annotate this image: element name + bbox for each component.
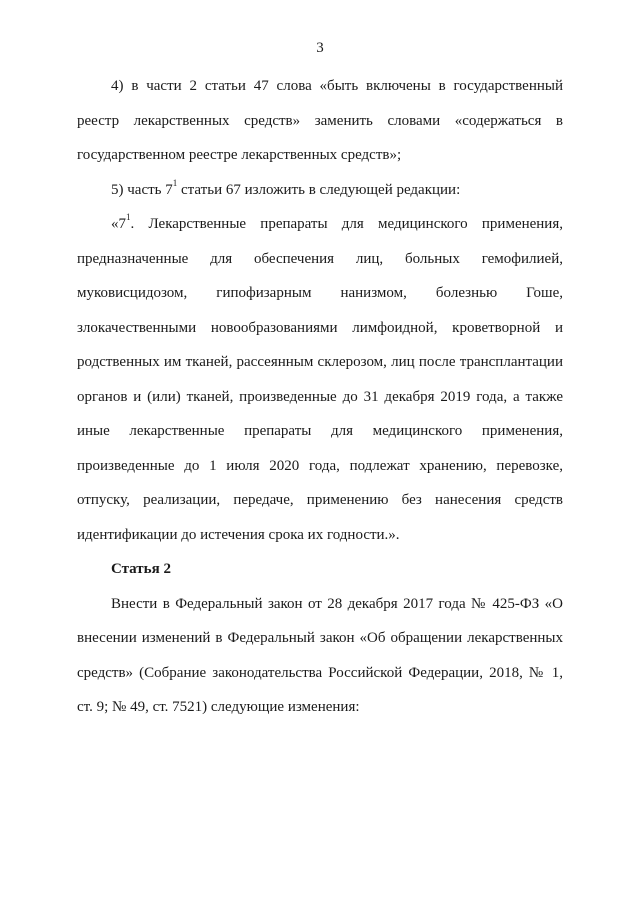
paragraph-article-2: Внести в Федеральный закон от 28 декабря 2017 года № 425-ФЗ «О внесении изменений в Федеральный закон «Об обращении лекарственных средств» (Собрание законодательства Российской Федерации, 2018, № 1, ст. 9; № 49, ст. 7521) следующие изменения:: [77, 595, 563, 715]
paragraph-item-5: [77, 173, 563, 208]
quote-body: . Лекарственные препараты для медицинского применения, предназначенные для обеспечения лиц, больных гемофилией, муковисцидозом, гипофизарным нанизмом, болезнью Гоше, злокачественными новообразованиями лимфоидной, кроветворной и родственных им тканей, рассеянным склерозом, лиц после трансплантации органов и (или) тканей, произведенные до 31 декабря 2019 года, а также иные лекарственные препараты для медицинского применения, произведенные до 1 июля 2020 года, подлежат хранению, перевозке, отпуску, реализации, передаче, применению без нанесения средств идентификации до истечения срока их годности.».: [77, 216, 563, 543]
paragraph-item-4: 4) в части 2 статьи 47 слова «быть включены в государственный реестр лекарственных средств» заменить словами «содержаться в государственном реестре лекарственных средств»;: [77, 78, 563, 163]
article-2-heading: Статья 2: [111, 561, 171, 577]
item-5-superscript: 1: [172, 177, 178, 188]
item-5-suffix: статьи 67 изложить в следующей редакции:: [177, 181, 461, 198]
paragraph-quoted-text: [77, 207, 563, 552]
item-5-prefix: 5) часть 7: [111, 181, 173, 198]
quote-prefix: «7: [111, 216, 126, 232]
page-number: 3: [316, 40, 324, 56]
document-body: [77, 69, 563, 725]
quote-superscript: 1: [126, 212, 131, 222]
